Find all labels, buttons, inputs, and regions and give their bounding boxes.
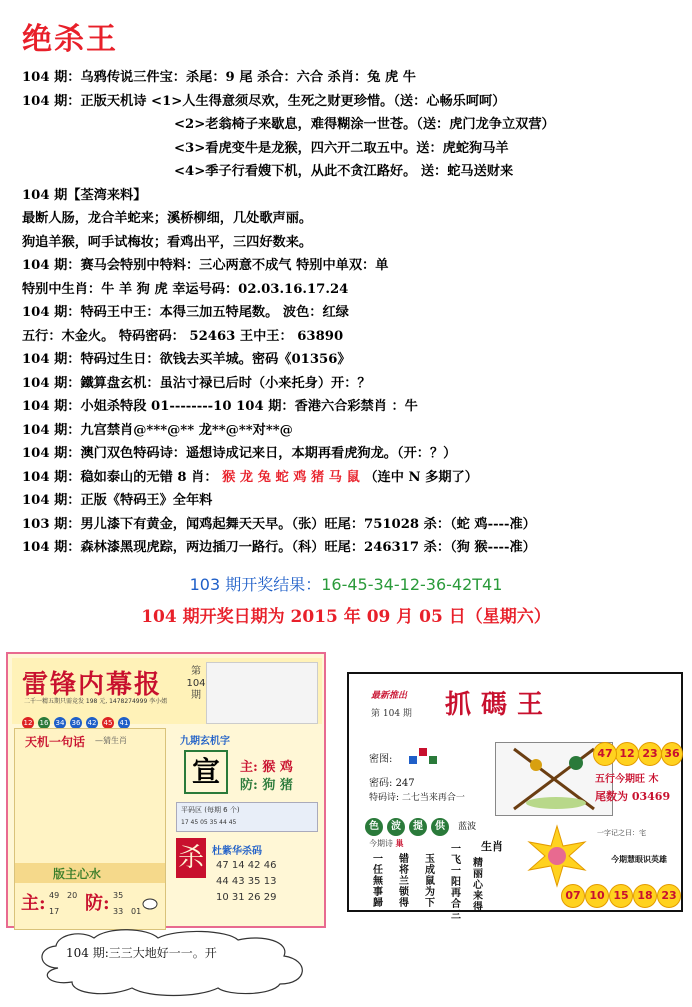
- mima-line: [369, 774, 415, 789]
- text-line: <3>看虎变牛是龙猴，四六开二取五中。送：虎蛇狗马羊: [174, 140, 509, 156]
- draw-date: 104 期开奖日期为 2015 年 09 月 05 日（星期六）: [141, 607, 551, 627]
- poem-column: 错将兰锁得: [399, 854, 409, 909]
- text-line: 104 期：特码王中王：本得三加五特尾数。 波色：红绿: [22, 305, 349, 320]
- wuxing-box: [595, 770, 671, 806]
- mima-value: 247: [395, 778, 415, 789]
- tianji-sub: —猜生肖: [95, 736, 127, 745]
- ball: 36: [71, 719, 81, 727]
- newspaper-title: 雷锋内幕报: [22, 670, 163, 700]
- wuxing-line: 五行今期旺 木: [595, 774, 659, 785]
- bottom-ball: 15: [609, 884, 633, 908]
- newspaper-zhuamawang: [347, 672, 683, 921]
- zhu-number: 20: [67, 891, 78, 900]
- draw-result: [0, 572, 692, 595]
- banzhu-title: 版主心水: [53, 867, 102, 881]
- ball: 34: [55, 719, 65, 727]
- fang-number: 33: [113, 907, 124, 916]
- text-line: 103 期：男儿漆下有黄金，闻鸡起舞天天早。（张）旺尾：751028 杀：（蛇 鸡----准）: [22, 516, 536, 532]
- eight-zodiac-prefix: 104 期：稳如泰山的无错 8 肖：: [22, 469, 218, 485]
- poem-column: 精丽心来得: [473, 858, 483, 913]
- badge-row: [365, 814, 476, 836]
- issue-number: 104: [186, 678, 206, 689]
- ball: 12: [23, 719, 33, 727]
- text-line: 特别中生肖：牛 羊 狗 虎 幸运号码：02.03.16.17.24: [22, 281, 349, 297]
- bottom-ball: 07: [561, 884, 585, 908]
- draw-result-label: 103 期开奖结果：: [189, 575, 322, 594]
- newspaper-header: [12, 658, 322, 727]
- shahao-row: 10 31 26 29: [216, 892, 277, 903]
- fang-number: 35: [113, 891, 124, 900]
- small-cloud-icon: [142, 898, 158, 910]
- shahao-row: 44 43 35 13: [216, 876, 277, 887]
- mima-label: 密码:: [369, 778, 393, 789]
- text-line: 104 期：澳门双色特码诗：遥想诗成记来日，本期再看虎狗龙。（开：？）: [22, 446, 457, 461]
- text-line: <2>老翁椅子来歇息，难得糊涂一世苍。（送：虎门龙争立双营）: [174, 117, 555, 132]
- yizi-line: 一字记之曰：宅: [597, 829, 646, 837]
- starburst-icon: [525, 824, 589, 888]
- top-ball: 47: [593, 742, 617, 766]
- poem-column: 一飞一阳再合三: [451, 844, 461, 921]
- text-line: 104 期：特码过生日：欲钱去买羊城。密码《01356》: [22, 352, 351, 367]
- header-decoration: [206, 662, 318, 724]
- badge: 提: [409, 818, 427, 836]
- banzhu-banner: [15, 863, 165, 883]
- zhu-line: 主: 猴 鸡: [240, 760, 293, 775]
- poem-column: 玉成鼠为下: [425, 854, 435, 909]
- text-line: 五行：木金火。 特码密码： 52463 王中王： 63890: [22, 328, 344, 344]
- shahao-title: 杜紫华杀码: [212, 846, 262, 857]
- ball: 45: [103, 719, 113, 727]
- text-line: 104 期：乌鸦传说三件宝：杀尾：9 尾 杀合：六合 杀肖：兔 虎 牛: [22, 70, 416, 85]
- badge-tail: 蓝波: [458, 822, 477, 832]
- text-line: 最断人肠，龙合羊蛇来；溪桥柳细，几处歌声丽。: [22, 211, 313, 226]
- issue-bottom: 期: [191, 690, 201, 701]
- newspaper-issue: [184, 666, 208, 706]
- ball: 41: [119, 719, 129, 727]
- badge: 波: [387, 818, 405, 836]
- text-line: 104 期：森林漆黑现虎踪，两边插刀一路行。（科）旺尾：246317 杀：（狗 猴----准）: [22, 540, 536, 555]
- newest-label: 最新推出: [371, 691, 408, 701]
- page-title: 绝杀王: [22, 22, 118, 57]
- text-line: 104 期：赛马会特别中特料：三心两意不成气 特别中单双：单: [22, 258, 389, 273]
- top-ball: 12: [615, 742, 639, 766]
- newspaper-subline: 二千一精五期只需竞发 198 元, 1478274999 李小姐: [24, 698, 168, 705]
- eight-zodiac-list: 猴 龙 兔 蛇 鸡 猪 马 鼠: [222, 469, 360, 485]
- pingma-label: 平码区 (每期 6 个): [181, 806, 240, 814]
- shengxiao-label: 生肖: [481, 840, 503, 853]
- newspaper-title: 抓碼王: [445, 690, 554, 720]
- weishu-line: 尾数为 03469: [595, 790, 671, 803]
- text-line: <4>季子行看嫂下机，从此不贪江路好。 送：蛇马送财来: [174, 164, 514, 179]
- top-ball: 36: [661, 742, 683, 766]
- issue-top: 第: [191, 666, 201, 677]
- text-line: 104 期：鐵算盘玄机：虽沾寸禄已后时（小来托身）开：？: [22, 375, 371, 391]
- text-line: 104 期【荃湾来料】: [22, 187, 147, 203]
- xuanji-char: 宣: [184, 750, 228, 794]
- zhu-label: 主:: [21, 893, 46, 914]
- ball: 16: [39, 719, 49, 727]
- fang-label: 防:: [85, 893, 110, 914]
- pingma-numbers: 17 45 05 35 44 45: [181, 819, 237, 826]
- mitu-icon: [409, 746, 439, 766]
- cloud-bubble-icon: [28, 928, 318, 998]
- bubble-text: 104 期:三三大地好一一。开: [66, 946, 217, 960]
- text-line: 104 期：九宫禁肖@***@** 龙**@**对**@: [22, 422, 293, 438]
- fang-number: 01: [131, 907, 142, 916]
- jinqi-tag: 巢: [395, 838, 404, 848]
- top-ball: 23: [638, 742, 662, 766]
- sha-tile: 杀: [176, 838, 206, 878]
- zhu-number: 17: [49, 907, 60, 916]
- text-line: 104 期：小姐杀特段 01--------10 104 期：香港六合彩禁肖 ：牛: [22, 399, 418, 414]
- forecast-lines: [22, 66, 682, 560]
- xuanji-panel: [170, 728, 320, 928]
- pingma-box: [176, 802, 318, 832]
- jinqi-line: [369, 838, 404, 849]
- bottom-ball: 23: [657, 884, 681, 908]
- draw-result-numbers: 16-45-34-12-36-42T41: [321, 575, 503, 594]
- eight-zodiac-suffix: （连中 N 多期了）: [364, 469, 478, 485]
- text-line: 104 期：正版天机诗 <1>人生得意须尽欢，生死之财更珍惜。（送：心畅乐呵呵）: [22, 93, 506, 109]
- result-balls: [22, 710, 134, 727]
- shahao-row: 47 14 42 46: [216, 860, 277, 871]
- jinqi-label: 今期诗: [369, 839, 393, 848]
- newspaper-leifeng: [6, 652, 326, 928]
- badge: 供: [431, 818, 449, 836]
- poem-column: 一任無事歸: [373, 854, 383, 909]
- badge: 色: [365, 818, 383, 836]
- tianji-title: 天机一句话: [25, 735, 86, 749]
- fang-line: 防: 狗 猪: [240, 778, 293, 793]
- bottom-ball: 10: [585, 884, 609, 908]
- bottom-ball: 18: [633, 884, 657, 908]
- zhu-number: 49: [49, 891, 60, 900]
- ball: 42: [87, 719, 97, 727]
- text-line-eight-zodiac: [22, 466, 682, 490]
- mitu-label: 密图:: [369, 754, 393, 765]
- text-line: 104 期：正版《特码王》全年料: [22, 493, 213, 508]
- xuanji-title: 九期玄机字: [180, 736, 230, 747]
- issue-label: 第 104 期: [371, 709, 412, 719]
- tema-label: 特码诗: 二七当来再合一: [369, 793, 465, 803]
- text-line: 狗追羊猴，呵手试梅妆；看鸡出平，三四好数来。: [22, 234, 313, 250]
- huiyan-line: 今期慧眼识英雄: [611, 854, 667, 864]
